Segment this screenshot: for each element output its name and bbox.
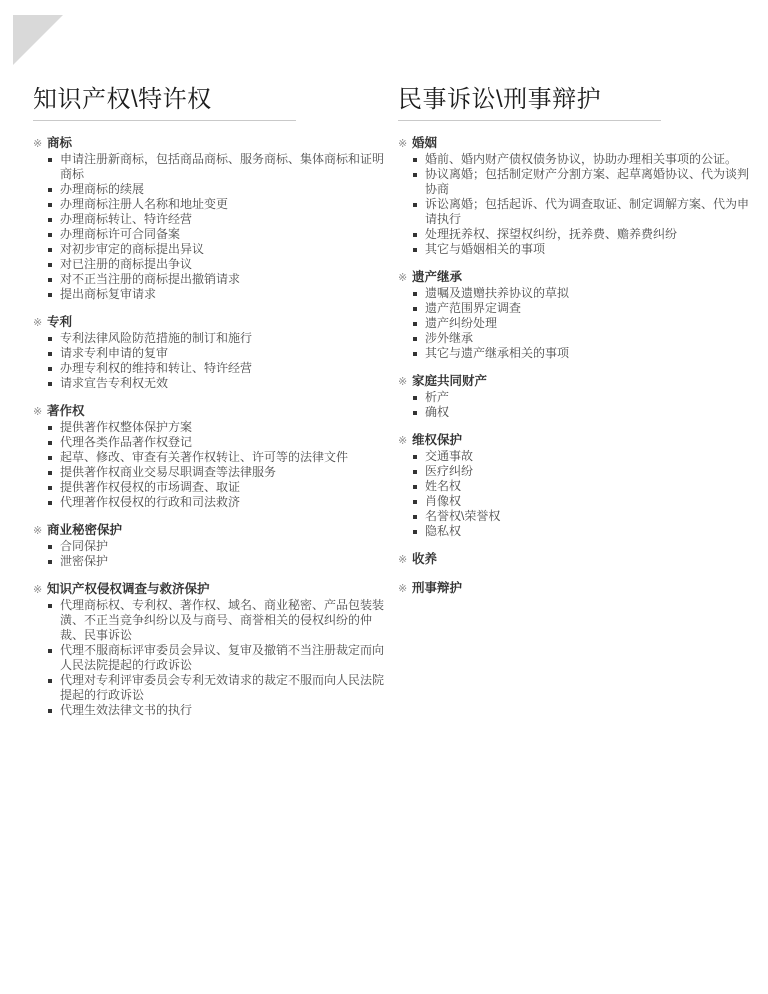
section-marker-icon: ※: [398, 272, 408, 284]
item-text: 代理著作权侵权的行政和司法救济: [60, 495, 241, 509]
bullet-square-icon: [48, 679, 52, 683]
item-text: 涉外继承: [425, 331, 474, 345]
list-item: [398, 346, 751, 361]
item-text: 办理商标许可合同备案: [60, 227, 181, 241]
item-list: [33, 598, 386, 718]
column-civil-criminal: [398, 86, 751, 731]
bullet-square-icon: [48, 367, 52, 371]
item-text: 起草、修改、审查有关著作权转让、许可等的法律文件: [60, 450, 349, 464]
bullet-square-icon: [413, 158, 417, 162]
corner-triangle-decoration: [13, 15, 63, 65]
list-item: [33, 287, 386, 302]
item-text: 代理各类作品著作权登记: [60, 435, 193, 449]
item-text: 办理商标的续展: [60, 182, 145, 196]
section-title: [33, 582, 386, 598]
bullet-square-icon: [48, 278, 52, 282]
bullet-square-icon: [48, 203, 52, 207]
bullet-square-icon: [48, 263, 52, 267]
bullet-square-icon: [48, 456, 52, 460]
item-text: 对不正当注册的商标提出撤销请求: [60, 272, 241, 286]
section-title: [398, 136, 751, 152]
bullet-square-icon: [48, 382, 52, 386]
bullet-square-icon: [413, 173, 417, 177]
section-marker-icon: ※: [398, 554, 408, 566]
column-title-ip: 知识产权\特许权: [33, 86, 212, 113]
title-underline: [33, 120, 296, 121]
list-item: [398, 152, 751, 167]
list-item: [398, 524, 751, 539]
section-marker-icon: ※: [33, 406, 43, 418]
list-item: [33, 598, 386, 643]
item-text: 交通事故: [425, 449, 474, 463]
item-text: 办理专利权的维持和转让、特许经营: [60, 361, 253, 375]
item-text: 其它与遗产继承相关的事项: [425, 346, 570, 360]
list-item: [33, 152, 386, 182]
bullet-square-icon: [413, 292, 417, 296]
list-item: [33, 554, 386, 569]
section-trademark: [33, 136, 386, 302]
section-title-label: 维权保护: [412, 433, 463, 447]
bullet-square-icon: [48, 158, 52, 162]
list-item: [33, 227, 386, 242]
item-text: 医疗纠纷: [425, 464, 474, 478]
list-item: [398, 464, 751, 479]
column-title-civil: 民事诉讼\刑事辩护: [398, 86, 602, 113]
bullet-square-icon: [48, 709, 52, 713]
section-title: [33, 404, 386, 420]
list-item: [33, 495, 386, 510]
bullet-square-icon: [413, 515, 417, 519]
list-item: [33, 272, 386, 287]
section-list-ip: [33, 136, 386, 718]
section-title-label: 收养: [412, 552, 438, 566]
section-criminal-defense: [398, 581, 751, 597]
item-text: 婚前、婚内财产债权债务协议，协助办理相关事项的公证。: [425, 152, 738, 166]
list-item: [33, 257, 386, 272]
bullet-square-icon: [48, 233, 52, 237]
section-title: [398, 374, 751, 390]
list-item: [398, 405, 751, 420]
bullet-square-icon: [413, 455, 417, 459]
section-title-label: 商标: [47, 136, 73, 150]
list-item: [33, 197, 386, 212]
section-adoption: [398, 552, 751, 568]
section-marker-icon: ※: [33, 525, 43, 537]
bullet-square-icon: [48, 218, 52, 222]
section-ip-infringement: [33, 582, 386, 718]
title-underline: [398, 120, 661, 121]
list-item: [398, 301, 751, 316]
section-inheritance: [398, 270, 751, 361]
item-list: [33, 331, 386, 391]
item-list: [33, 539, 386, 569]
bullet-square-icon: [413, 337, 417, 341]
section-marker-icon: ※: [398, 583, 408, 595]
section-title-label: 刑事辩护: [412, 581, 463, 595]
bullet-square-icon: [413, 530, 417, 534]
list-item: [398, 242, 751, 257]
section-rights-protection: [398, 433, 751, 539]
section-copyright: [33, 404, 386, 510]
item-text: 办理商标转让、特许经营: [60, 212, 193, 226]
bullet-square-icon: [413, 233, 417, 237]
section-title: [33, 136, 386, 152]
list-item: [33, 435, 386, 450]
list-item: [33, 420, 386, 435]
item-text: 提供著作权整体保护方案: [60, 420, 193, 434]
list-item: [33, 480, 386, 495]
section-marker-icon: ※: [33, 138, 43, 150]
section-list-civil: [398, 136, 751, 597]
item-list: [398, 286, 751, 361]
item-text: 提供著作权侵权的市场调查、取证: [60, 480, 241, 494]
section-marriage: [398, 136, 751, 257]
list-item: [398, 167, 751, 197]
list-item: [33, 346, 386, 361]
bullet-square-icon: [48, 293, 52, 297]
bullet-square-icon: [48, 560, 52, 564]
bullet-square-icon: [48, 501, 52, 505]
list-item: [398, 331, 751, 346]
item-text: 代理对专利评审委员会专利无效请求的裁定不服而向人民法院提起的行政诉讼: [60, 673, 385, 702]
item-text: 诉讼离婚；包括起诉、代为调查取证、制定调解方案、代为申请执行: [425, 197, 750, 226]
item-text: 请求宣告专利权无效: [60, 376, 169, 390]
list-item: [398, 197, 751, 227]
list-item: [398, 227, 751, 242]
item-text: 其它与婚姻相关的事项: [425, 242, 546, 256]
item-text: 泄密保护: [60, 554, 109, 568]
list-item: [398, 316, 751, 331]
item-text: 代理不服商标评审委员会异议、复审及撤销不当注册裁定而向人民法院提起的行政诉讼: [60, 643, 385, 672]
section-family-property: [398, 374, 751, 420]
item-text: 姓名权: [425, 479, 462, 493]
item-text: 提出商标复审请求: [60, 287, 157, 301]
section-patent: [33, 315, 386, 391]
item-text: 合同保护: [60, 539, 109, 553]
bullet-square-icon: [413, 485, 417, 489]
item-text: 对初步审定的商标提出异议: [60, 242, 205, 256]
item-list: [398, 152, 751, 257]
item-text: 析产: [425, 390, 450, 404]
item-list: [33, 152, 386, 302]
item-text: 协议离婚；包括制定财产分割方案、起草离婚协议、代为谈判协商: [425, 167, 750, 196]
item-text: 专利法律风险防范措施的制订和施行: [60, 331, 253, 345]
list-item: [33, 242, 386, 257]
bullet-square-icon: [48, 352, 52, 356]
item-text: 请求专利申请的复审: [60, 346, 169, 360]
item-list: [33, 420, 386, 510]
section-marker-icon: ※: [33, 317, 43, 329]
section-title: [398, 270, 751, 286]
bullet-square-icon: [413, 411, 417, 415]
list-item: [33, 703, 386, 718]
section-title: [398, 552, 751, 568]
section-title-label: 婚姻: [412, 136, 438, 150]
item-text: 代理生效法律文书的执行: [60, 703, 193, 717]
list-item: [33, 465, 386, 480]
list-item: [33, 361, 386, 376]
bullet-square-icon: [413, 322, 417, 326]
item-text: 办理商标注册人名称和地址变更: [60, 197, 229, 211]
list-item: [398, 286, 751, 301]
item-text: 提供著作权商业交易尽职调查等法律服务: [60, 465, 277, 479]
section-title-label: 遗产继承: [412, 270, 463, 284]
bullet-square-icon: [413, 470, 417, 474]
bullet-square-icon: [413, 203, 417, 207]
item-text: 遗产纠纷处理: [425, 316, 498, 330]
item-text: 名誉权\荣誉权: [425, 509, 501, 523]
item-text: 肖像权: [425, 494, 462, 508]
bullet-square-icon: [48, 188, 52, 192]
item-text: 对已注册的商标提出争议: [60, 257, 193, 271]
list-item: [33, 539, 386, 554]
bullet-square-icon: [48, 649, 52, 653]
bullet-square-icon: [413, 352, 417, 356]
list-item: [33, 331, 386, 346]
list-item: [33, 182, 386, 197]
column-intellectual-property: [33, 86, 386, 731]
list-item: [33, 643, 386, 673]
list-item: [33, 673, 386, 703]
item-list: [398, 449, 751, 539]
bullet-square-icon: [48, 337, 52, 341]
bullet-square-icon: [48, 441, 52, 445]
bullet-square-icon: [48, 545, 52, 549]
section-marker-icon: ※: [398, 435, 408, 447]
bullet-square-icon: [413, 248, 417, 252]
section-title: [398, 433, 751, 449]
list-item: [398, 449, 751, 464]
item-list: [398, 390, 751, 420]
list-item: [398, 479, 751, 494]
section-trade-secret: [33, 523, 386, 569]
section-title-label: 专利: [47, 315, 73, 329]
item-text: 代理商标权、专利权、著作权、域名、商业秘密、产品包装装潢、不正当竞争纠纷以及与商号、商誉相关的侵权纠纷的仲裁、民事诉讼: [60, 598, 385, 642]
list-item: [398, 390, 751, 405]
list-item: [33, 212, 386, 227]
list-item: [398, 509, 751, 524]
list-item: [398, 494, 751, 509]
bullet-square-icon: [48, 486, 52, 490]
item-text: 遗产范围界定调查: [425, 301, 522, 315]
section-title: [33, 523, 386, 539]
item-text: 处理抚养权、探望权纠纷，抚养费、赡养费纠纷: [425, 227, 678, 241]
section-title-label: 商业秘密保护: [47, 523, 123, 537]
list-item: [33, 450, 386, 465]
section-title-label: 著作权: [47, 404, 85, 418]
list-item: [33, 376, 386, 391]
item-text: 确权: [425, 405, 450, 419]
section-title-label: 家庭共同财产: [412, 374, 488, 388]
bullet-square-icon: [48, 426, 52, 430]
item-text: 遗嘱及遗赠扶养协议的草拟: [425, 286, 570, 300]
bullet-square-icon: [48, 471, 52, 475]
bullet-square-icon: [413, 500, 417, 504]
bullet-square-icon: [48, 604, 52, 608]
section-title: [398, 581, 751, 597]
item-text: 申请注册新商标，包括商品商标、服务商标、集体商标和证明商标: [60, 152, 385, 181]
section-marker-icon: ※: [398, 138, 408, 150]
section-title: [33, 315, 386, 331]
section-marker-icon: ※: [398, 376, 408, 388]
item-text: 隐私权: [425, 524, 462, 538]
bullet-square-icon: [413, 396, 417, 400]
bullet-square-icon: [48, 248, 52, 252]
section-marker-icon: ※: [33, 584, 43, 596]
section-title-label: 知识产权侵权调查与救济保护: [47, 582, 210, 596]
bullet-square-icon: [413, 307, 417, 311]
